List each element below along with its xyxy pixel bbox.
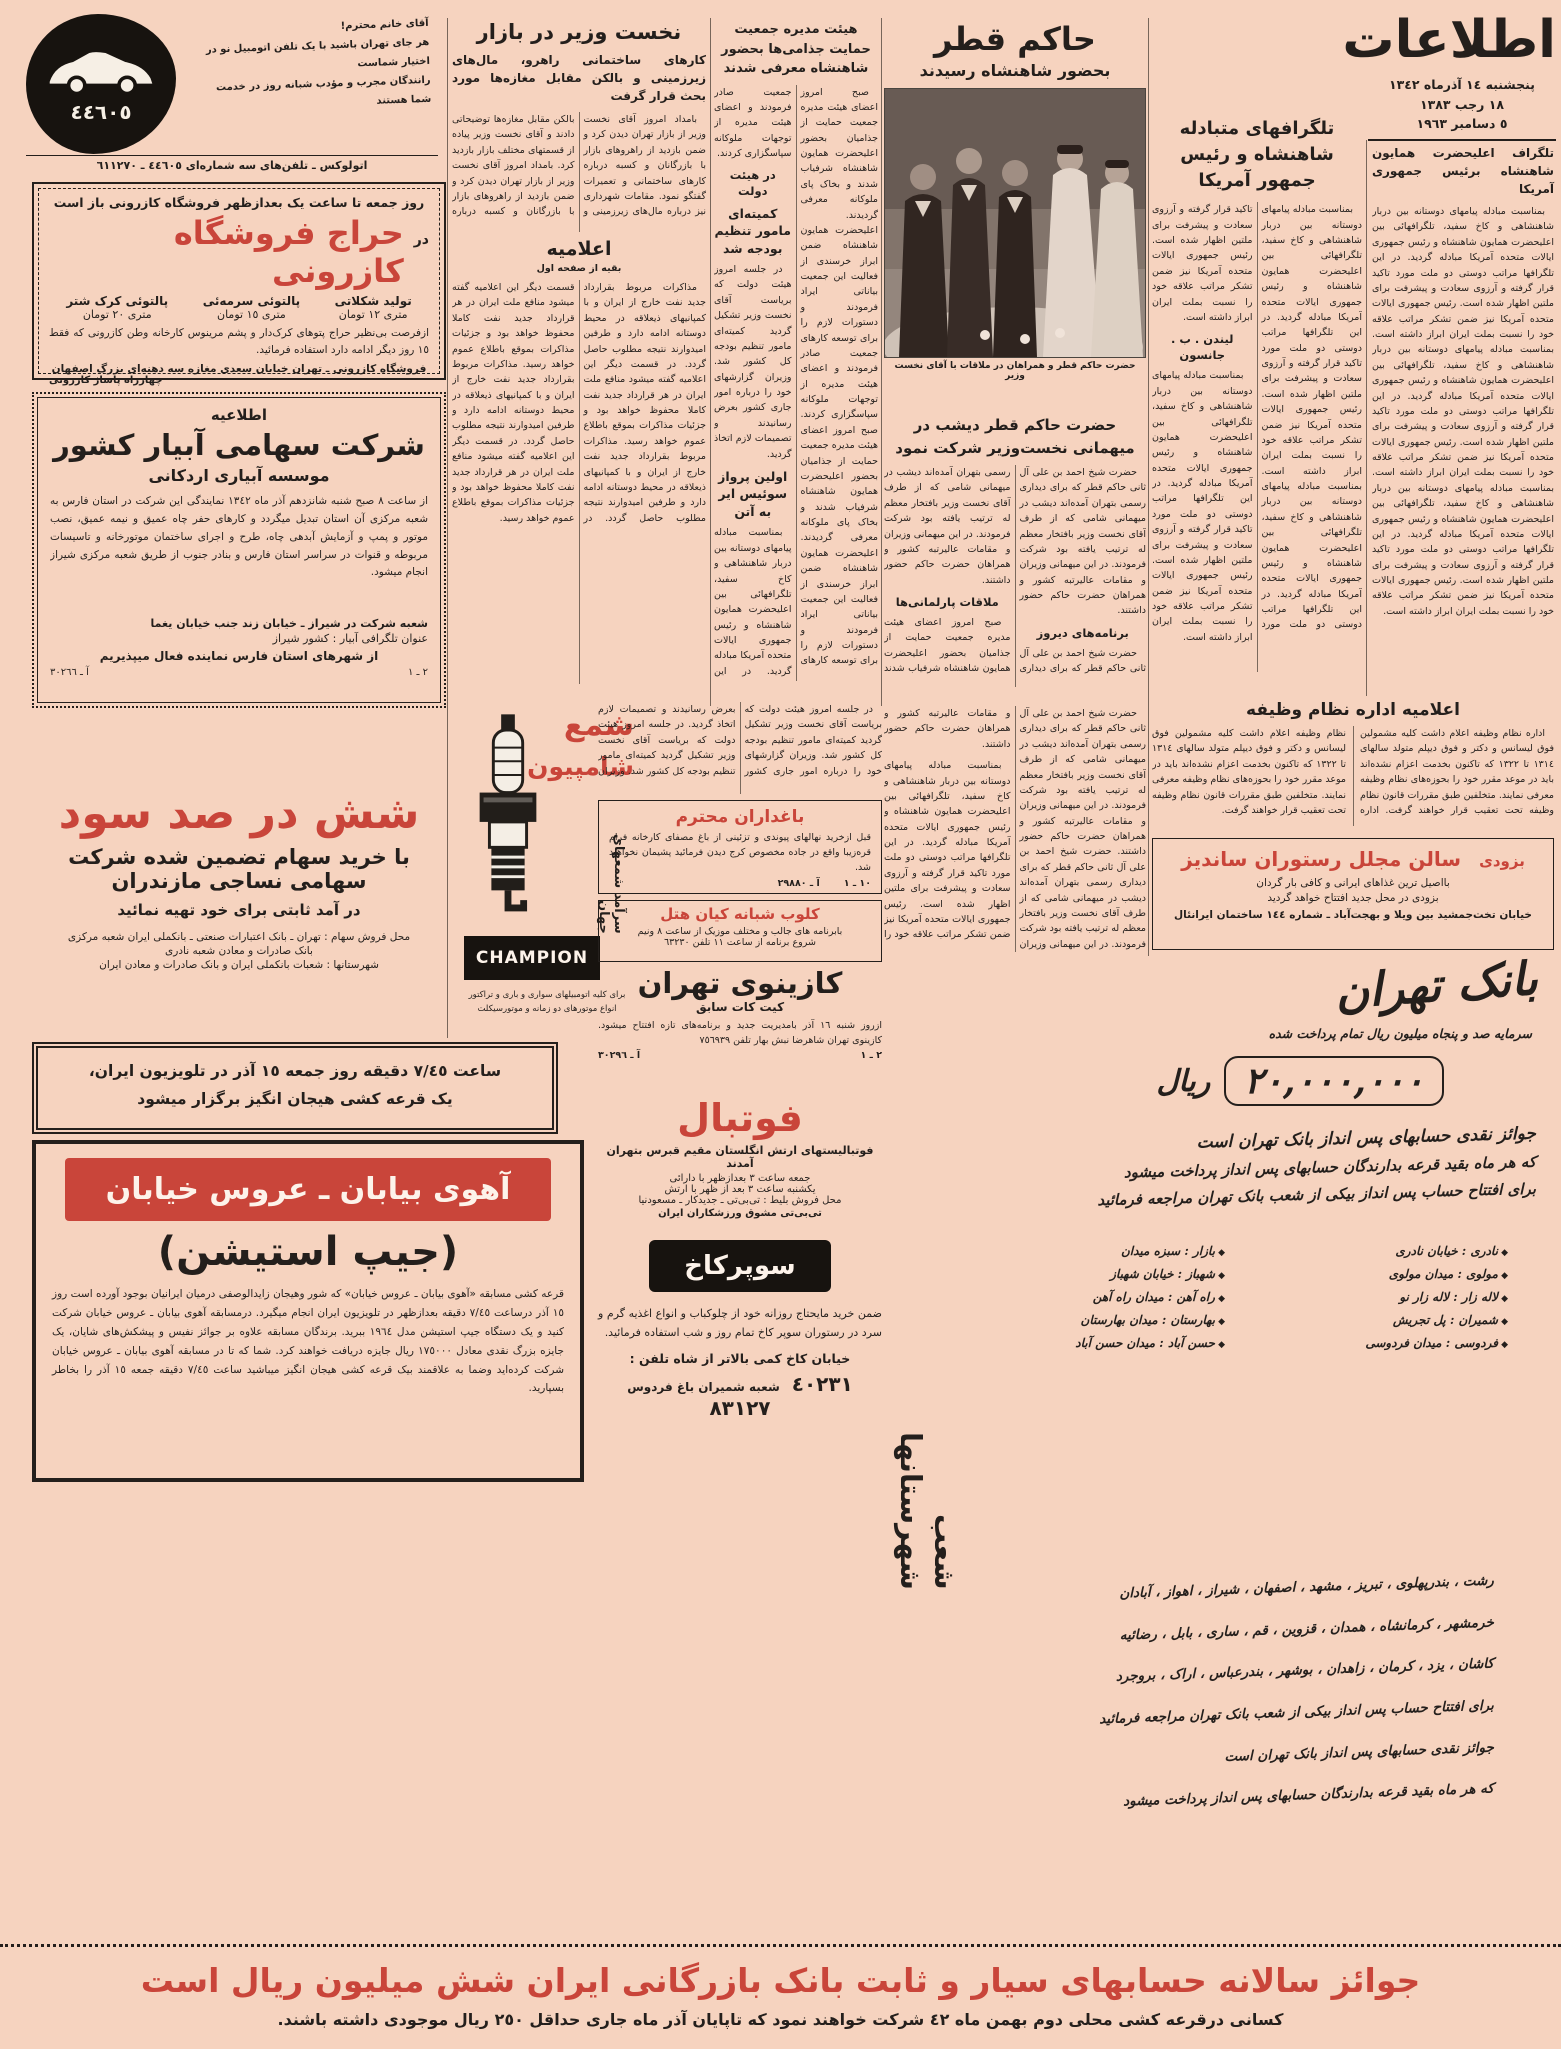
branch-item: ◆ شمیران : پل تجریش — [1251, 1313, 1508, 1327]
body-text: بمناسبت مبادله پیامهای دوستانه بین دربار شاهنشاهی و کاخ سفید، تلگرافهائی بین اعلیحضرت همایون شاهنشاه و رئیس جمهوری ایالات متحده آمریکا مبادله گردید. در این تلگرافها مراتب دوستی دو ملت مورد تاکید قرار گرفته و آرزوی سعادت و پیشرفت برای ملتین اظهار شده است. رئیس جمهوری ایالات متحده آمریکا نیز ضمن تشکر مراتب علاقه خود را نسبت بملت ایران ابراز داشته است. بمناسبت مبادله پیامهای دوستانه بین دربار شاهنشاهی و کاخ سفید، تلگرافهائی بین اعلیحضرت همایون شاهنشاه و رئیس جمهوری ایالات متحده آمریکا مبادله گردید. در این تلگرافها مراتب دوستی دو ملت مورد تاکید قرار گرفته و آرزوی سعادت و پیشرفت برای ملتین اظهار شده است. رئیس جمهوری ایالات متحده آمریکا نیز ضمن تشکر مراتب علاقه خود را نسبت بملت ایران ابراز داشته است. بمناسبت مبادله پیامهای دوستانه بین دربار شاهنشاهی و کاخ سفید، تلگرافهائی بین اعلیحضرت همایون شاهنشاه و رئیس جمهوری ایالات متحده آمریکا مبادله گردید. در این تلگرافها مراتب دوستی دو ملت مورد تاکید قرار گرفته و آرزوی سعادت و پیشرفت برای ملتین اظهار شده است. رئیس جمهوری ایالات متحده آمریکا نیز ضمن تشکر مراتب علاقه خود را نسبت بملت ایران ابراز داشته است. — [1372, 206, 1554, 617]
date-hijri: ١٨ رجب ١٣٨٣ — [1420, 96, 1504, 112]
ad-abyar-company — [32, 392, 446, 708]
branch-item: ◆ مولوی : میدان مولوی — [1251, 1267, 1508, 1281]
ad-number: ٢ ـ ١ — [407, 667, 428, 678]
subhead-cabinet: در هیئت دولت — [729, 168, 776, 199]
superkakh-address: خیابان کاخ کمی بالاتر از شاه تلفن : — [629, 1350, 851, 1366]
ad-copy — [190, 14, 431, 117]
communique-body — [452, 280, 706, 684]
ad-copy-line: هر جای تهران باشید با یک تلفن اتومبیل نو در اختیار شماست — [205, 36, 431, 70]
column-rule — [1366, 140, 1367, 696]
banner-subline: کسانی درقرعه کشی محلی دوم بهمن ماه ٤٢ شرکت خواهند نمود که تاپایان آذر ماه جاری حداقل ٢٥٠ ریال موجودی داشته باشند. — [277, 2010, 1284, 2029]
ad-six-percent — [32, 788, 446, 1018]
article-premier-bazaar — [452, 20, 706, 232]
price-name: پالتوئی کرک شتر — [66, 294, 169, 308]
prize-amount-unit: ریال — [1156, 1063, 1211, 1099]
city-line: خرمشهر ، کرمانشاه ، همدان ، قزوین ، قم ، ساری ، بابل ، رضائیه — [1119, 1614, 1495, 1644]
kazerouni-body: ازفرصت بی‌نظیر حراج پتوهای کرک‌دار و پشم مرینوس کارخانه وطن کازرونی که فقط ١٥ روز دیگر ادامه دارد استفاده فرمائید. — [49, 327, 429, 356]
military-body — [1152, 726, 1554, 826]
article-qatar-dinner — [884, 414, 1146, 687]
column-right-edge — [1372, 144, 1554, 694]
body-text: صبح امروز اعضای هیئت مدیره جمعیت حمایت از جذامیان بحضور اعلیحضرت همایون شاهنشاه شرفیاب شدند و بخاک پای ملوکانه معرفی گردیدند. اعلیحضرت همایون شاهنشاه ضمن ابراز خرسندی از فعالیت این جمعیت بیاناتی ایراد فرمودند و دستورات لازم را برای توسعه کارهای جمعیت صادر فرمودند و اعضای هیئت مدیره از توجهات ملوکانه سپاسگزاری کردند. صبح امروز اعضای هیئت مدیره جمعیت حمایت از جذامیان بحضور اعلیحضرت همایون شاهنشاه شرفیاب شدند و بخاک پای ملوکانه معرفی گردیدند. اعلیحضرت همایون شاهنشاه ضمن ابراز خرسندی از فعالیت این جمعیت بیاناتی ایراد فرمودند و دستورات لازم را برای توسعه کارهای جمعیت صادر فرمودند و اعضای هیئت مدیره از توجهات ملوکانه سپاسگزاری کردند. — [714, 86, 878, 667]
champion-tagline: سرآمد شمعهای جهان — [596, 834, 626, 934]
ad-tv-lottery — [32, 1042, 558, 1134]
ad-autolux — [26, 10, 438, 172]
premier-lead: کارهای ساختمانی راهرو، مال‌های زیرزمینی و بالکن مقابل مغازه‌ها مورد بحث قرار گرفت — [452, 53, 706, 103]
kazerouni-headline-row — [49, 214, 429, 290]
price-name: تولید شکلاتی — [334, 294, 412, 308]
telegram-lead: تلگراف اعلیحضرت همایون شاهنشاه برئیس جمهوری آمریکا — [1372, 146, 1554, 196]
sandiz-body-line: بااصیل ترین غذاهای ایرانی و کافی بار گردان — [1256, 877, 1450, 889]
headline-qatar-dinner: حضرت حاکم قطر دیشب در میهمانی نخست‌وزیر شرکت نمود — [895, 416, 1135, 457]
ad-number: ٢ ـ ١ — [860, 1050, 882, 1062]
headline-six-percent: شش در صد سود — [58, 788, 420, 839]
article-military-service — [1152, 700, 1554, 826]
body-text: اداره نظام وظیفه اعلام داشت کلیه مشمولین فوق لیسانس و دکتر و فوق دیپلم متولد سالهای ١٣١٤ تا ١٣٢٢ که تاکنون بخدمت اعزام نشده‌اند باید در موعد مقرر خود را بحوزه‌های نظام وظیفه معرفی نمایند. متخلفین طبق مقررات قانون نظام وظیفه تحت تعقیب قرار خواهند گرفت. اداره نظام وظیفه اعلام داشت کلیه مشمولین فوق لیسانس و دکتر و فوق دیپلم متولد سالهای ١٣١٤ تا ١٣٢٢ که تاکنون بخدمت اعزام نشده‌اند باید در موعد مقرر خود را بحوزه‌های نظام وظیفه معرفی نمایند. متخلفین طبق مقررات قانون نظام وظیفه تحت تعقیب قرار خواهند گرفت. — [1152, 728, 1554, 816]
prize-amount-value: ٢٠,٠٠٠,٠٠٠ — [1224, 1056, 1444, 1106]
price-name: پالتوئی سرمه‌ئی — [202, 294, 301, 308]
ad-bank-tehran — [888, 950, 1554, 1936]
tv-lottery-line: یک قرعه کشی هیجان انگیز برگزار میشود — [137, 1089, 453, 1108]
headline-football: فوتبال — [677, 1096, 803, 1140]
body-text: بمناسبت مبادله پیامهای دوستانه بین دربار شاهنشاهی و کاخ سفید، تلگرافهائی بین اعلیحضرت همایون شاهنشاه و رئیس جمهوری ایالات متحده آمریکا مبادله گردید. در این — [714, 527, 792, 677]
gardeners-footer — [609, 878, 871, 889]
city-line: برای افتتاح حساب پس انداز بیکی از شعب بانک تهران مراجعه فرمائید — [1098, 1697, 1495, 1728]
abyar-body: از ساعت ٨ صبح شنبه شانزدهم آذر ماه ١٣٤٢ نمایندگی این شرکت در استان فارس به شعبه مرکزی آن استان تبدیل میگردد و کارهای حفر چاه عمیق و نیمه عمیق، نصب موتور و پمپ و آزمایش آبدهی چاه، طرح و اجرای ساختمان موتورخانه و تاسیسات مربوطه و قنوات در سراسر استان فارس و بنادر جنوب از طریق شعبه مرکزی شیراز انجام میشود. — [50, 495, 428, 579]
continued-note: بقیه از صفحه اول — [536, 263, 622, 274]
article-continuation — [598, 702, 882, 794]
champion-logo: CHAMPION — [464, 936, 600, 980]
casino-former-name: کیت کات سابق — [695, 1000, 785, 1014]
bottom-banner — [0, 1944, 1561, 2029]
bank-script-line: برای افتتاح حساب پس انداز بیکی از شعب بانک تهران مراجعه فرمائید — [1097, 1179, 1537, 1210]
price-value: متری ١٢ تومان — [338, 308, 408, 321]
city-line: رشت ، بندرپهلوی ، تبریز ، مشهد ، اصفهان ، شیراز ، اهواز ، آبادان — [1119, 1572, 1495, 1602]
champion-caption: انواع موتورهای دو زمانه و موتورسیکلت — [477, 1004, 617, 1014]
car-icon — [42, 44, 160, 98]
bank-script-line: جوائز نقدی حسابهای پس انداز بانک تهران است — [1196, 1123, 1537, 1153]
phone-number: ٨٣١٢٧ — [709, 1395, 771, 1420]
kazerouni-address2: چهارراه پاساژ کازرونی — [49, 374, 163, 386]
branch-item: ◆ بازار : سبزه میدان — [968, 1244, 1225, 1258]
kian-body-line: بابرنامه های جالب و مختلف موزیک از ساعت ٨ ونیم — [637, 926, 843, 937]
headline-military-service: اعلامیه اداره نظام وظیفه — [1246, 700, 1460, 720]
six-line: در آمد ثابتی برای خود تهیه نمائید — [117, 901, 361, 919]
bank-cities — [954, 1572, 1495, 1828]
subhead-yesterday-program: برنامه‌های دیروز — [1036, 625, 1129, 640]
banner-headline: جوائز سالانه حسابهای سیار و ثابت بانک بازرگانی ایران شش میلیون ریال است — [140, 1961, 1421, 2000]
body-text: در جلسه امروز هیئت دولت که بریاست آقای نخست وزیر تشکیل گردید کمیته‌ای مامور تنظیم بودجه کل کشور شد. وزیران گزارشهای خود را درباره امور جاری کشور بعرض رسانیدند و تصمیمات لازم اتخاذ گردید. در جلسه امروز هیئت دولت که بریاست آقای نخست وزیر تشکیل گردید کمیته‌ای مامور تنظیم بودجه کل کشور شد. وزیران — [598, 704, 882, 777]
body-text: بمناسبت مبادله پیامهای دوستانه بین دربار شاهنشاهی و کاخ سفید، تلگرافهائی بین اعلیحضرت همایون شاهنشاه و رئیس جمهوری ایالات متحده آمریکا مبادله گردید. در این تلگرافها مراتب دوستی دو ملت مورد تاکید قرار گرفته و آرزوی سعادت و پیشرفت برای ملتین اظهار شده است. رئیس جمهوری ایالات متحده آمریکا نیز ضمن تشکر مراتب علاقه خود را نسبت بملت ایران ابراز داشته است. — [1152, 370, 1253, 643]
right-edge-body — [1372, 204, 1554, 694]
headline-swissair: اولین پرواز سوئیس ایر به آتن — [718, 468, 788, 519]
headline-telegrams: تلگرافهای متبادله شاهنشاه و رئیس جمهور آمریکا — [1179, 118, 1335, 192]
six-line: سهامی نساجی مازندران — [111, 869, 367, 893]
jeep-body: قرعه کشی مسابقه «آهوی بیابان ـ عروس خیابان» که شور وهیجان زایدالوصفی درمیان ایرانیان بوجود آورده است روز ١٥ آذر درساعت ٧/٤٥ دقیقه بعدازظهر در تلویزیون ایران انجام میگیرد. درمسابقه آهوی بیابان ـ عروس خیابان شرکت کنید و یک دستگاه جیپ استیشن مدل ١٩٦٤ ببرید. برندگان مسابقه علاوه بر جوائز نفیس و پیشکش‌های شایان، یک جایزه بزرگ نقدی معادل ١٧٥٠٠٠ ریال جایزه دریافت خواهند کرد. شما که تا در مسابقه آهوی بیابان ـ عروس خیابان شرکت کرده‌اید وضما به علاقمند بیک قرعه کشی هیجان انگیز میباشید ساعت ٧/٤٥ دقیقه جمعه ١٥ آذر را بخاطر بسپارید. — [52, 1288, 564, 1395]
body-text: در جلسه امروز هیئت دولت که بریاست آقای نخست وزیر تشکیل گردید کمیته‌ای مامور تنظیم بودجه کل کشور شد. وزیران گزارشهای خود را درباره امور جاری کشور بعرض رسانیدند و تصمیمات لازم اتخاذ گردید. — [714, 264, 792, 460]
body-text: حضرت شیخ احمد بن علی آل ثانی حاکم قطر که برای دیداری رسمی بتهران آمده‌اند دیشب در میهمانی شامی که از طرف آقای نخست وزیر بافتخار معظم له ترتیب یافته بود شرکت فرمودند. در این میهمانی وزیران و مقامات عالیرتبه کشور و همراهان حضرت حاکم حضور داشتند. — [1019, 467, 1146, 617]
date-shamsi: پنجشنبه ١٤ آذرماه ١٣٤٢ — [1389, 77, 1535, 93]
body-text: بمناسبت مبادله پیامهای دوستانه بین دربار شاهنشاهی و کاخ سفید، تلگرافهائی بین اعلیحضرت همایون شاهنشاه و رئیس جمهوری ایالات متحده آمریکا مبادله گردید. در این تلگرافها مراتب دوستی دو ملت مورد تاکید قرار گرفته و آرزوی سعادت و پیشرفت برای ملتین اظهار شده است. رئیس جمهوری ایالات متحده آمریکا نیز ضمن تشکر مراتب علاقه خود را — [884, 760, 1011, 941]
dar-word: در — [413, 232, 429, 248]
abyar-notice-label: اطلاعیه — [210, 406, 268, 424]
bank-script-line: که هر ماه بقید قرعه بدارندگان حسابهای پس انداز پرداخت میشود — [1123, 1152, 1537, 1182]
six-sales-line: محل فروش سهام : تهران ـ بانک اعتبارات صنعتی ـ بانکملی ایران شعبه مرکزی — [67, 931, 411, 943]
body-text: مذاکرات مربوط بقرارداد جدید نفت خارج از ایران و با کمپانیهای ذیعلاقه در محیط دوستانه ادامه دارد و طرفین امیدوارند نتیجه مطلوب حاصل گردد. در قسمت دیگر این اعلامیه گفته میشود منافع ملت ایران در هر قرارداد جدید نفت کاملا محفوظ خواهد بود و جزئیات مذاکرات بموقع باطلاع عموم خواهد رسید. مذاکرات مربوط بقرارداد جدید نفت خارج از ایران و با کمپانیهای ذیعلاقه در محیط دوستانه ادامه دارد و طرفین امیدوارند نتیجه مطلوب حاصل گردد. در قسمت دیگر این اعلامیه گفته میشود منافع ملت ایران در هر قرارداد جدید نفت کاملا محفوظ خواهد بود و جزئیات مذاکرات بموقع باطلاع عموم خواهد رسید. مذاکرات مربوط بقرارداد جدید نفت خارج از ایران و با کمپانیهای ذیعلاقه در محیط دوستانه ادامه دارد و طرفین امیدوارند نتیجه مطلوب حاصل گردد. در قسمت دیگر این اعلامیه گفته میشود منافع ملت ایران در هر قرارداد جدید نفت کاملا محفوظ خواهد بود و جزئیات مذاکرات بموقع باطلاع عموم خواهد رسید. — [452, 282, 706, 524]
ad-ref: آ ـ ٣٠٢٦٦ — [50, 667, 89, 678]
ad-gardeners — [598, 800, 882, 894]
kian-body-line: شروع برنامه از ساعت ١١ تلفن ٦٣٢٣٠ — [664, 937, 816, 948]
premier-body — [452, 112, 706, 232]
champion-caption: برای کلیه اتومبیلهای سواری و باری و تراکتور — [468, 990, 626, 1000]
car-logo — [26, 14, 176, 154]
football-line: تی‌بی‌تی مشوق ورزشکاران ایران — [658, 1208, 822, 1219]
ad-jeep-contest — [32, 1140, 584, 1482]
headline-kazerouni: حراج فروشگاه کازرونی — [173, 214, 404, 290]
ad-sandiz-restaurant — [1152, 838, 1554, 950]
superkakh-body: ضمن خرید مایحتاج روزانه خود از چلوکباب و انواع اغذیه گرم و سرد در رستوران سوپر کاخ تمام روز و شب استفاده فرمائید. — [598, 1307, 882, 1340]
superkakh-phone-row — [598, 1372, 882, 1396]
branch-item: ◆ حسن آباد : میدان حسن آباد — [968, 1336, 1225, 1350]
branch-item: ◆ بهارستان : میدان بهارستان — [968, 1313, 1225, 1327]
casino-footer — [598, 1050, 882, 1061]
city-line: جوائز نقدی حسابهای پس انداز بانک تهران است — [1224, 1739, 1495, 1765]
ad-copy-line: رانندگان مجرب و مؤدب شبانه روز در خدمت شما هستند — [215, 74, 432, 107]
football-line: فوتبالیستهای ارتش انگلستان مقیم قبرس بتهران آمدند — [606, 1144, 874, 1170]
photo-image — [885, 89, 1145, 357]
abyar-agents-line: از شهرهای استان فارس نماینده فعال میپذیریم — [99, 649, 379, 663]
sandiz-title: سالن مجلل رستوران ساندیز — [1181, 847, 1462, 871]
ad-number: ١٠ ـ ١ — [843, 877, 871, 889]
jeep-banner: آهوی بیابان ـ عروس خیابان — [65, 1158, 551, 1221]
branch-item: ◆ لاله زار : لاله زار نو — [1251, 1290, 1508, 1304]
phone-number: ٤٤٦٠٥ — [70, 100, 132, 124]
headline-jeep-station: (جیپ استیشن) — [157, 1229, 459, 1275]
body-text: حضرت شیخ احمد بن علی آل ثانی حاکم قطر که برای دیداری رسمی بتهران آمده‌اند دیشب در میهمانی شامی که از طرف آقای نخست وزیر بافتخار معظم له ترتیب یافته بود شرکت فرمودند. در این میهمانی وزیران و مقامات عالیرتبه کشور و همراهان حضرت حاکم حضور داشتند. حضرت شیخ احمد بن علی آل ثانی حاکم قطر که برای دیداری رسمی بتهران آمده‌اند دیشب در میهمانی شامی که از طرف آقای نخست وزیر بافتخار معظم له ترتیب یافته بود شرکت فرمودند. در این میهمانی وزیران و مقامات عالیرتبه کشور و همراهان حضرت حاکم حضور داشتند. — [884, 708, 1146, 950]
branch-item: ◆ شهباز : خیابان شهباز — [968, 1267, 1225, 1281]
column-rule — [710, 18, 711, 706]
ad-copy-line: آقای خانم محترم! — [340, 17, 429, 32]
gardeners-body: قبل ازخرید نهالهای پیوندی و تزئینی از باغ مصفای کارخانه فرام قره‌زیبا واقع در جاده مخصوص کرج دیدن فرمائید پشیمان نخواهید شد. — [609, 832, 871, 874]
abyar-telegraph-line: عنوان تلگرافی آبیار : کشور شیراز — [272, 632, 428, 645]
abyar-institute: موسسه آبیاری اردکانی — [148, 466, 330, 485]
headline-super-kakh: سوپرکاخ — [649, 1240, 831, 1292]
abyar-branch-line: شعبه شرکت در شیراز ـ خیابان زند جنب خیابان یغما — [150, 617, 428, 630]
article-communique — [452, 238, 706, 684]
branch-item: ◆ فردوسی : میدان فردوسی — [1251, 1336, 1508, 1350]
article-leprosy-society — [714, 20, 878, 681]
subhead-parliament-meeting: ملاقات پارلمانی‌ها — [895, 595, 999, 609]
sandiz-address: خیابان تخت‌جمشید بین ویلا و بهجت‌آباد ـ شماره ١٤٤ ساختمان ایرانئال — [1174, 909, 1532, 921]
football-line: جمعه ساعت ٣ بعدازظهر با دارائی — [669, 1173, 811, 1184]
headline-budget-committee: کمیته‌ای مامور تنظیم بودجه شد — [714, 205, 791, 256]
article-football — [598, 1096, 882, 1234]
ad-casino-tehran — [598, 966, 882, 1092]
bank-script-lines — [906, 1123, 1537, 1215]
soon-label: بزودی — [1479, 852, 1525, 870]
body-text: بمناسبت مبادله پیامهای دوستانه بین دربار شاهنشاهی و کاخ سفید، تلگرافهائی بین اعلیحضرت همایون شاهنشاه و رئیس جمهوری ایالات متحده آمریکا مبادله گردید. در این تلگرافها مراتب دوستی دو ملت مورد تاکید قرار گرفته و آرزوی سعادت و پیشرفت برای ملتین اظهار شده است. رئیس جمهوری ایالات متحده آمریکا نیز ضمن تشکر مراتب علاقه خود را نسبت بملت ایران ابراز داشته است. بمناسبت مبادله پیامهای دوستانه بین دربار شاهنشاهی و کاخ سفید، تلگرافهائی بین اعلیحضرت همایون شاهنشاه و رئیس جمهوری ایالات متحده آمریکا مبادله گردید. در این تلگرافها مراتب دوستی دو ملت مورد تاکید قرار گرفته و آرزوی سعادت و پیشرفت برای ملتین اظهار شده است. رئیس جمهوری ایالات متحده آمریکا نیز ضمن تشکر مراتب علاقه خود را نسبت بملت ایران ابراز داشته است. — [1152, 204, 1362, 631]
six-line: با خرید سهام تضمین شده شرکت — [68, 845, 410, 869]
kazerouni-prices — [49, 294, 429, 321]
bank-prize-amount — [1156, 1056, 1444, 1106]
spark-plug-icon — [464, 712, 552, 924]
article-telegrams — [1152, 116, 1362, 672]
price-item — [335, 294, 412, 321]
headline-qatar: حاکم قطر — [934, 20, 1096, 58]
article-continuation — [884, 706, 1146, 952]
kazerouni-inner — [38, 188, 440, 386]
headline-gardeners: باغداران محترم — [675, 807, 805, 827]
photo-caption: حضرت حاکم قطر و همراهان در ملاقات با آقای نخست وزیر — [894, 361, 1136, 381]
tv-lottery-line: ساعت ٧/٤٥ دقیقه روز جمعه ١٥ آذر در تلویزیون ایران، — [88, 1062, 502, 1080]
bank-name: بانک تهران — [1333, 950, 1540, 1020]
city-line: کاشان ، یزد ، کرمان ، زاهدان ، بوشهر ، بندرعباس ، اراک ، بروجرد — [1115, 1655, 1495, 1686]
body-text: بامداد امروز آقای نخست وزیر از بازار تهران دیدن کرد و ضمن بازدید از راهروهای بازار با بازرگانان و کسبه درباره کارهای ساختمانی و تعمیرات گفتگو نمود. مقامات شهرداری نیز درباره مال‌های زیرزمینی و بالکن مقابل مغازه‌ها توضیحاتی دادند و آقای نخست وزیر پیاده از قسمتهای مختلف بازار بازدید کرد. بامداد امروز آقای نخست وزیر از بازار تهران دیدن کرد و ضمن بازدید از راهروهای بازار با بازرگانان و کسبه درباره — [452, 114, 706, 218]
champion-word-spark: شمع — [563, 708, 634, 743]
ad-footer: اتولوکس ـ تلفن‌های سه شماره‌ای ٤٤٦٠٥ ـ ٦١١٢٧٠ — [26, 155, 438, 172]
ad-ref: آ ـ ٢٩٨٨٠ — [777, 877, 820, 889]
abyar-footer — [50, 667, 428, 678]
body-text: صبح امروز اعضای هیئت مدیره جمعیت حمایت از جذامیان بحضور اعلیحضرت همایون شاهنشاه شرفیاب شدند — [884, 617, 1011, 675]
phone-number: ٤٠٢٣١ — [791, 1371, 853, 1396]
subheadline-qatar: بحضور شاهنشاه رسیدند — [919, 61, 1111, 80]
sandiz-body-line: بزودی در محل جدید افتتاح خواهد گردید — [1267, 892, 1439, 904]
body-text: حضرت شیخ احمد بن علی آل ثانی حاکم قطر که برای دیداری رسمی بتهران آمده‌اند دیشب در میهمانی شامی که از طرف آقای نخست وزیر بافتخار معظم له ترتیب یافته بود شرکت فرمودند. در این میهمانی وزیران و مقامات عالیرتبه کشور و همراهان حضرت حاکم حضور داشتند. — [884, 467, 1146, 675]
six-sales-line: بانک صادرات و معادن شعبه نادری — [165, 945, 313, 957]
football-line: یکشنبه ساعت ٣ بعد از ظهر با ارتش — [664, 1184, 816, 1195]
column-rule — [447, 18, 448, 1038]
headline-premier-bazaar: نخست وزیر در بازار — [476, 20, 682, 44]
ad-kian-club — [598, 900, 882, 962]
headline-casino: کازینوی تهران — [637, 966, 843, 1000]
price-value: متری ١٥ تومان — [217, 308, 286, 321]
ad-kazerouni-sale — [32, 182, 446, 386]
masthead-title: اطلاعات — [1342, 10, 1556, 70]
branch-item: ◆ راه آهن : میدان راه آهن — [968, 1290, 1225, 1304]
date-gregorian: ٥ دسامبر ١٩٦٣ — [1416, 115, 1508, 131]
price-item — [203, 294, 300, 321]
article-qatar-ruler — [884, 20, 1146, 381]
leprosy-body — [714, 85, 878, 681]
ad-ref: آ ـ ٣٠٢٩٦ — [598, 1050, 641, 1062]
provincial-branches-label: شعب شهرستانها — [894, 1432, 962, 1590]
qatar-dinner-body — [884, 465, 1146, 687]
bank-capital: سرمایه صد و پنجاه میلیون ریال تمام پرداخت شده — [1268, 1026, 1532, 1041]
city-line: که هر ماه بقید قرعه بدارندگان حسابهای پس انداز پرداخت میشود — [1122, 1780, 1495, 1810]
masthead-dates — [1368, 75, 1556, 141]
sandiz-title-row — [1163, 847, 1543, 871]
subhead-signature: لیندن . ب . جانسون — [1171, 332, 1234, 363]
casino-body: ازروز شنبه ١٦ آذر بامدیریت جدید و برنامه‌های تازه افتتاح میشود. کازینوی تهران شاهرضا نبش بهار تلفن ٧٥٦٩٣٩ — [598, 1020, 882, 1047]
branch-item: ◆ نادری : خیابان نادری — [1251, 1244, 1508, 1258]
bank-branch-list — [968, 1244, 1508, 1350]
headline-kian-club: کلوب شبانه کیان هتل — [660, 905, 820, 923]
branch-label: شعبه شمیران باغ فردوس — [627, 1379, 780, 1394]
photo-qatar-ruler — [884, 88, 1146, 358]
six-sales-line: شهرستانها : شعبات بانکملی ایران و بانک صادرات و معادن ایران — [99, 959, 379, 971]
champion-word-brand: شامپیون — [527, 752, 634, 781]
column-rule — [881, 18, 882, 706]
price-item — [66, 294, 168, 321]
football-line: محل فروش بلیط : تی‌بی‌تی ـ جدیدکار ـ مسعودنیا — [638, 1195, 842, 1206]
kazerouni-top-line: روز جمعه تا ساعت یک بعدازظهر فروشگاه کازرونی باز است — [53, 195, 425, 210]
telegrams-body — [1152, 202, 1362, 672]
price-value: متری ٢٠ تومان — [82, 308, 152, 321]
abyar-company-name: شرکت سهامی آبیار کشور — [53, 428, 425, 462]
headline-communique: اعلامیه — [546, 238, 612, 260]
column-rule — [1148, 18, 1149, 956]
ad-super-kakh — [598, 1240, 882, 1478]
headline-leprosy: هیئت مدیره جمعیت حمایت جذامی‌ها بحضور شاهنشاه معرفی شدند — [721, 22, 871, 76]
kazerouni-address: فروشگاه کازرونی ـ تهران خیابان سعدی مغازه سه دهنه‌ای بزرگ اصفهان — [51, 362, 427, 375]
masthead — [1342, 10, 1556, 141]
